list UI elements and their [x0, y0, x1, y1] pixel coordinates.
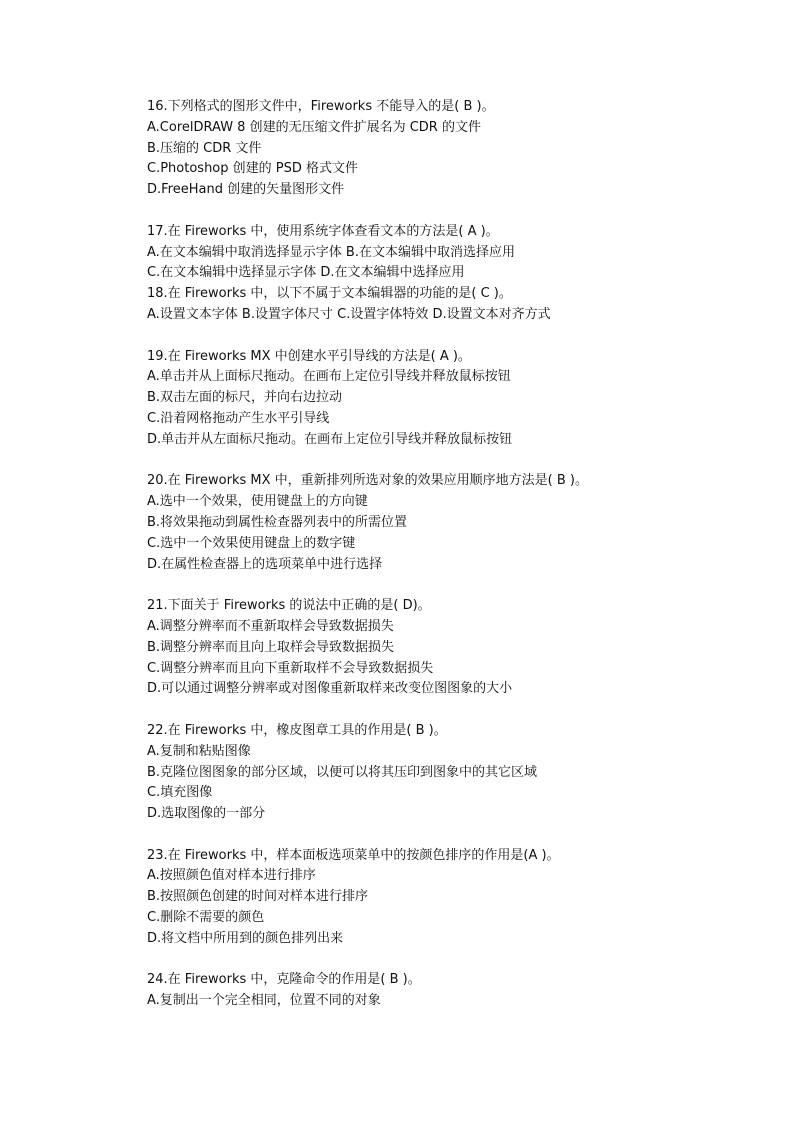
- option-16-c: C.Photoshop 创建的 PSD 格式文件: [147, 161, 359, 177]
- option-21-c: C.调整分辨率而且向下重新取样不会导致数据损失: [147, 660, 434, 676]
- option-21-d: D.可以通过调整分辨率或对图像重新取样来改变位图图象的大小: [147, 681, 513, 697]
- option-23-b: B.按照颜色创建的时间对样本进行排序: [147, 889, 369, 905]
- option-16-a: A.CorelDRAW 8 创建的无压缩文件扩展名为 CDR 的文件: [147, 119, 481, 135]
- option-24-a: A.复制出一个完全相同，位置不同的对象: [147, 993, 381, 1009]
- option-20-c: C.选中一个效果使用键盘上的数字键: [147, 535, 356, 551]
- option-20-d: D.在属性检查器上的选项菜单中进行选择: [147, 556, 383, 572]
- question-stem-18: 18.在 Fireworks 中，以下不属于文本编辑器的功能的是( C )。: [147, 286, 512, 302]
- option-22-b: B.克隆位图图象的部分区域，以便可以将其压印到图象中的其它区域: [147, 764, 538, 780]
- question-stem-20: 20.在 Fireworks MX 中，重新排列所选对象的效果应用顺序地方法是( B )。: [147, 473, 588, 489]
- option-17-cd: C.在文本编辑中选择显示字体 D.在文本编辑中选择应用: [147, 265, 465, 281]
- option-22-d: D.选取图像的一部分: [147, 806, 266, 822]
- option-23-c: C.删除不需要的颜色: [147, 910, 265, 926]
- option-19-a: A.单击并从上面标尺拖动。在画布上定位引导线并释放鼠标按钮: [147, 369, 511, 385]
- option-21-b: B.调整分辨率而且向上取样会导致数据损失: [147, 639, 395, 655]
- spacer: [147, 575, 767, 596]
- spacer: [147, 825, 767, 846]
- question-stem-24: 24.在 Fireworks 中，克隆命令的作用是( B )。: [147, 972, 421, 988]
- option-23-d: D.将文档中所用到的颜色排列出来: [147, 930, 344, 946]
- option-21-a: A.调整分辨率而不重新取样会导致数据损失: [147, 618, 394, 634]
- option-23-a: A.按照颜色值对样本进行排序: [147, 868, 316, 884]
- option-19-c: C.沿着网格拖动产生水平引导线: [147, 410, 330, 426]
- spacer: [147, 201, 767, 222]
- question-stem-22: 22.在 Fireworks 中，橡皮图章工具的作用是( B )。: [147, 722, 447, 738]
- option-22-c: C.填充图像: [147, 785, 213, 801]
- option-16-d: D.FreeHand 创建的矢量图形文件: [147, 182, 345, 198]
- question-stem-21: 21.下面关于 Fireworks 的说法中正确的是( D)。: [147, 598, 431, 614]
- option-19-d: D.单击并从左面标尺拖动。在画布上定位引导线并释放鼠标按钮: [147, 431, 513, 447]
- option-17-ab: A.在文本编辑中取消选择显示字体 B.在文本编辑中取消选择应用: [147, 244, 515, 260]
- spacer: [147, 451, 767, 472]
- question-stem-17: 17.在 Fireworks 中，使用系统字体查看文本的方法是( A )。: [147, 223, 499, 239]
- spacer: [147, 700, 767, 721]
- question-stem-23: 23.在 Fireworks 中，样本面板选项菜单中的按颜色排序的作用是(A )。: [147, 847, 560, 863]
- question-stem-19: 19.在 Fireworks MX 中创建水平引导线的方法是( A )。: [147, 348, 471, 364]
- option-20-b: B.将效果拖动到属性检查器列表中的所需位置: [147, 514, 408, 530]
- option-20-a: A.选中一个效果，使用键盘上的方向键: [147, 494, 368, 510]
- option-18-abcd: A.设置文本字体 B.设置字体尺寸 C.设置字体特效 D.设置文本对齐方式: [147, 306, 551, 322]
- spacer: [147, 326, 767, 347]
- option-16-b: B.压缩的 CDR 文件: [147, 140, 262, 156]
- question-stem-16: 16.下列格式的图形文件中，Fireworks 不能导入的是( B )。: [147, 99, 495, 114]
- option-22-a: A.复制和粘贴图像: [147, 743, 251, 759]
- question-list: [147, 97, 767, 1012]
- spacer: [147, 950, 767, 971]
- option-19-b: B.双击左面的标尺，并向右边拉动: [147, 390, 343, 406]
